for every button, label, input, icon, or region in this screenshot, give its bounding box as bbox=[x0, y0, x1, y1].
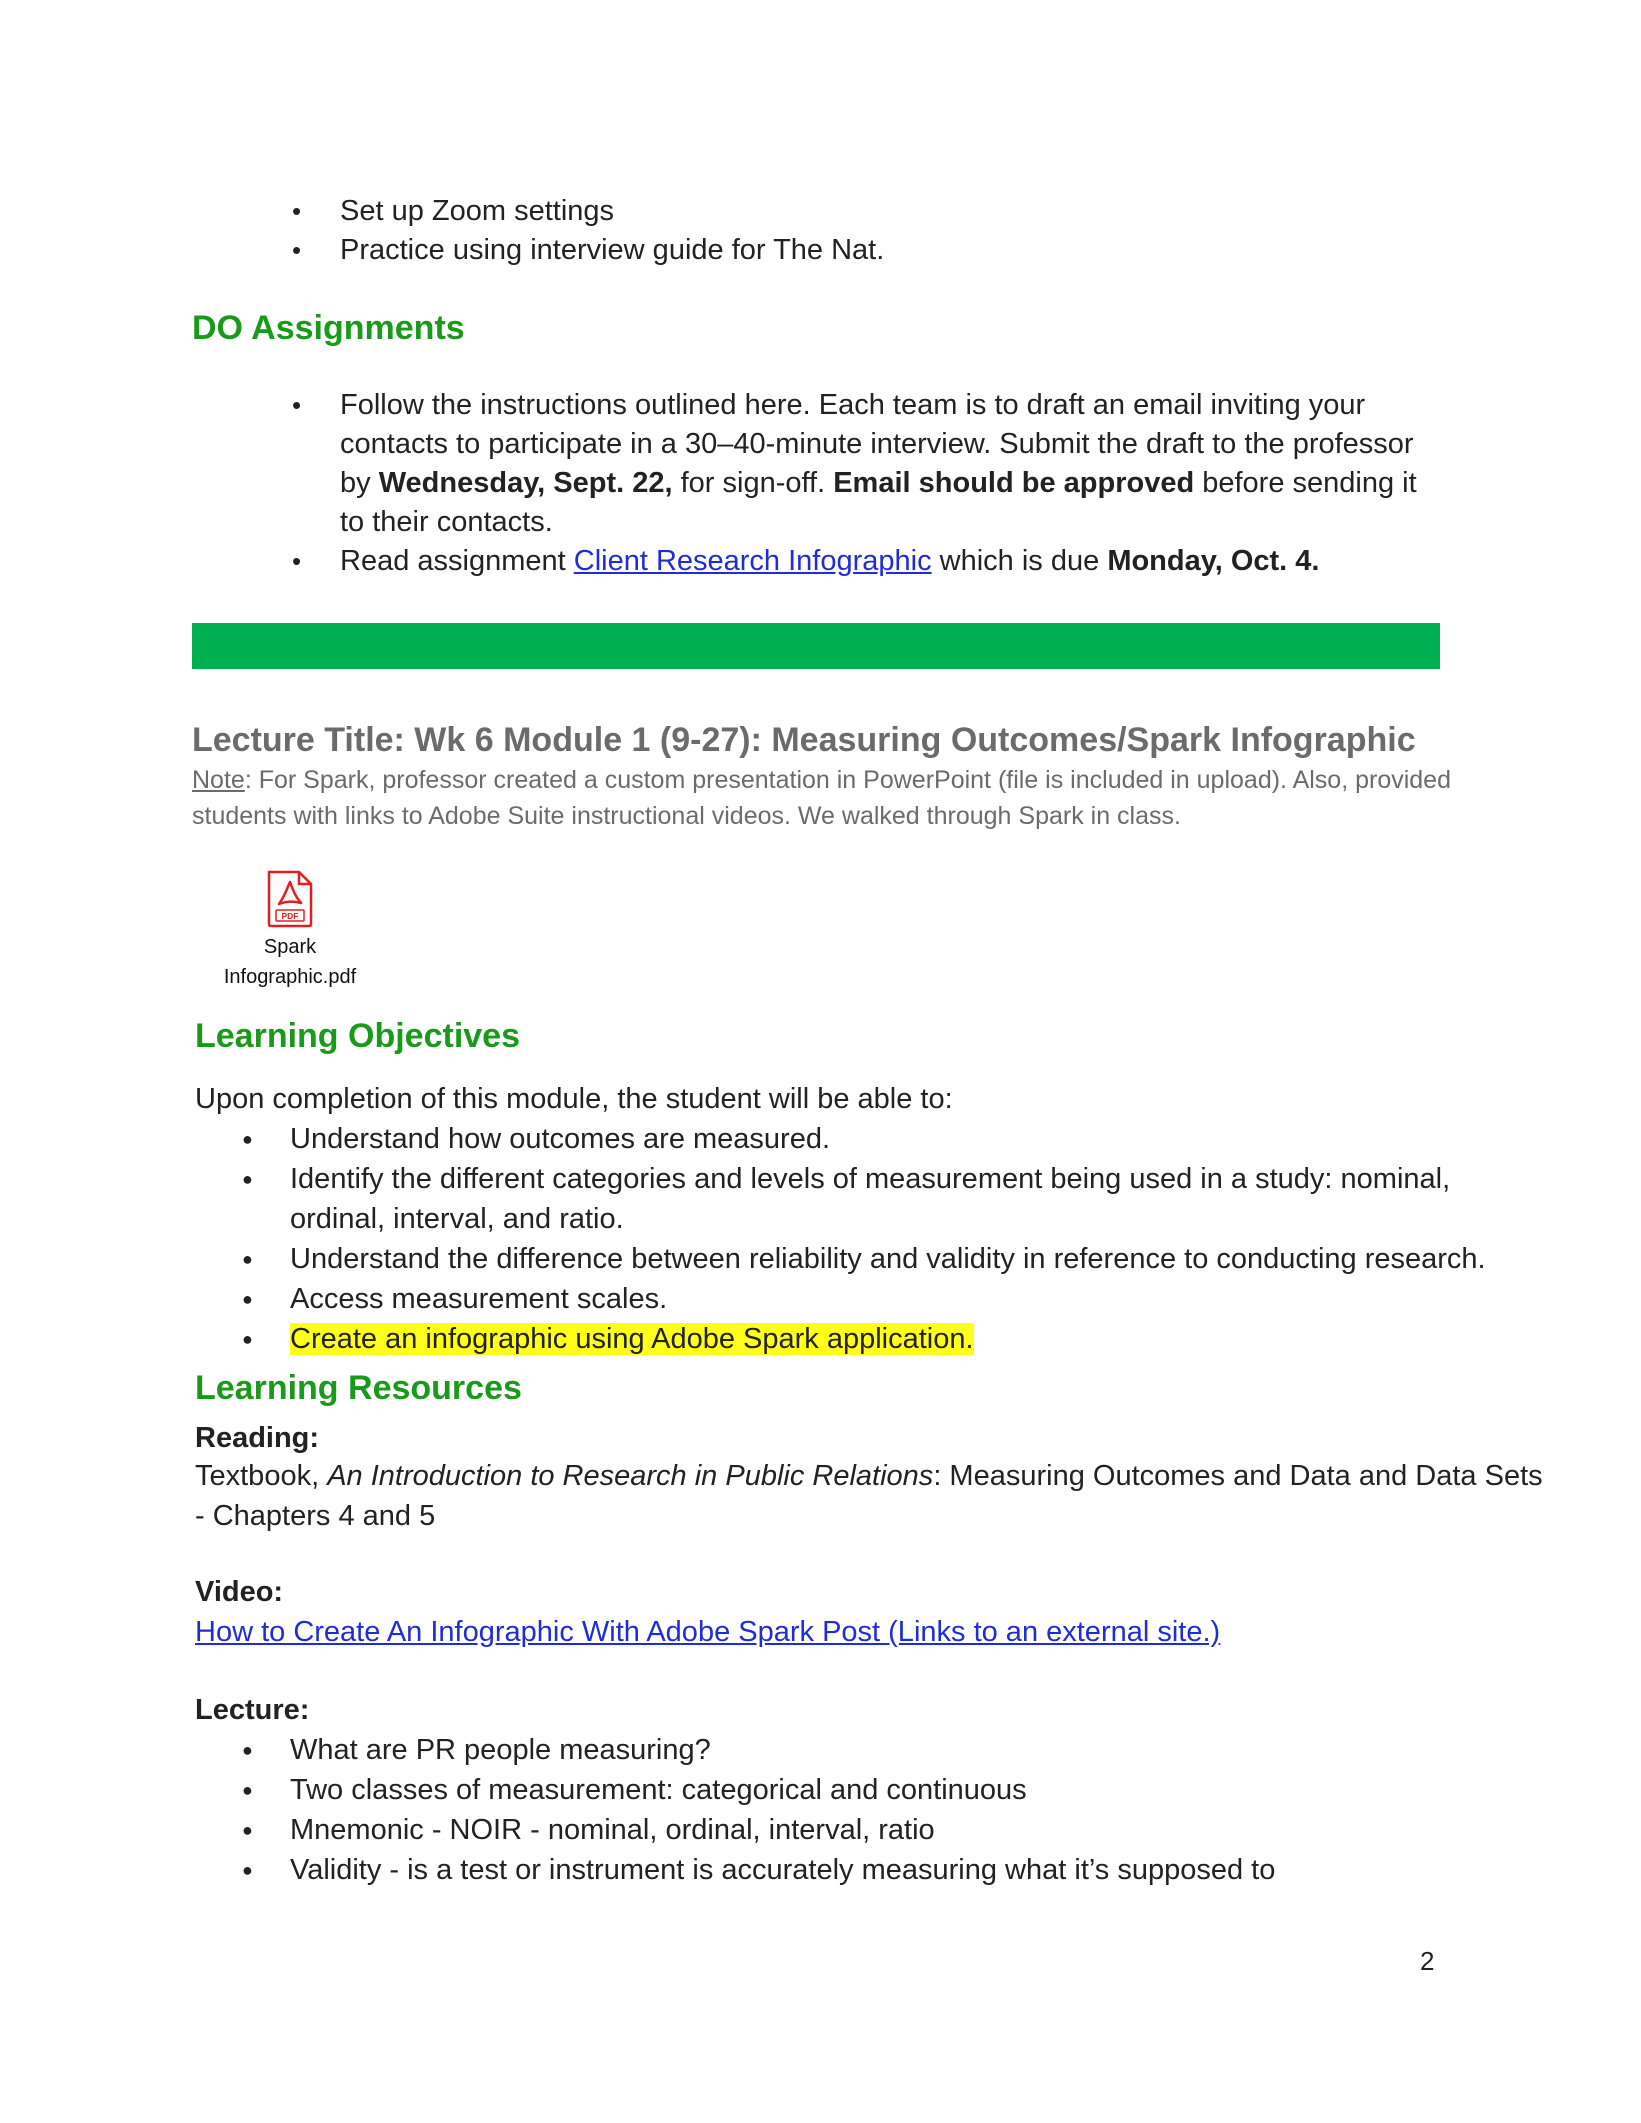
list-item: ● What are PR people measuring? bbox=[242, 1730, 1542, 1770]
list-item: ● Understand the difference between reliability and validity in reference to conducting research. bbox=[242, 1239, 1542, 1279]
learning-objectives-list bbox=[242, 1119, 1542, 1359]
list-item: ● Understand how outcomes are measured. bbox=[242, 1119, 1542, 1159]
list-item: • Practice using interview guide for The Nat. bbox=[292, 231, 1442, 270]
approval-note: Email should be approved bbox=[833, 467, 1195, 499]
section-divider-bar bbox=[192, 623, 1440, 669]
page-number: 2 bbox=[1420, 1946, 1435, 1976]
attachment-name-line2: Infographic.pdf bbox=[223, 966, 357, 988]
do-assignments-list bbox=[292, 386, 1442, 581]
lecture-note bbox=[192, 762, 1492, 834]
learning-resources-heading: Learning Resources bbox=[195, 1369, 522, 1407]
assignment-text: which is due bbox=[931, 545, 1108, 577]
list-item: ● Access measurement scales. bbox=[242, 1279, 1542, 1319]
list-item bbox=[292, 386, 1442, 542]
pdf-attachment[interactable] bbox=[210, 870, 370, 992]
highlighted-objective: Create an infographic using Adobe Spark application. bbox=[290, 1323, 974, 1355]
client-research-infographic-link[interactable]: Client Research Infographic bbox=[573, 545, 932, 577]
reading-label: Reading: bbox=[195, 1422, 320, 1454]
reading-text bbox=[195, 1456, 1555, 1536]
list-item: ● Identify the different categories and levels of measurement being used in a study: nominal, ordinal, interval, and ratio. bbox=[242, 1159, 1542, 1239]
learning-objectives-heading: Learning Objectives bbox=[195, 1017, 520, 1055]
assignment-text: Read assignment bbox=[340, 545, 574, 577]
note-text: : For Spark, professor created a custom presentation in PowerPoint (file is included in upload). Also, provided students with links to Adobe Suite instructional videos. We walked through Spark in class. bbox=[192, 766, 1451, 830]
deadline-date: Wednesday, Sept. 22, bbox=[378, 467, 673, 499]
video-link[interactable]: How to Create An Infographic With Adobe Spark Post (Links to an external site.) bbox=[195, 1616, 1221, 1648]
textbook-title: An Introduction to Research in Public Relations bbox=[327, 1460, 934, 1492]
assignment-text: for sign-off. bbox=[672, 467, 834, 499]
pdf-icon-label: PDF bbox=[281, 911, 299, 921]
due-date: Monday, Oct. 4. bbox=[1107, 545, 1320, 577]
note-label: Note bbox=[192, 766, 245, 794]
lecture-title: Lecture Title: Wk 6 Module 1 (9-27): Measuring Outcomes/Spark Infographic bbox=[192, 721, 1416, 759]
list-item: ● Validity - is a test or instrument is accurately measuring what it’s supposed to bbox=[242, 1850, 1542, 1890]
lecture-label: Lecture: bbox=[195, 1694, 310, 1726]
video-label: Video: bbox=[195, 1576, 284, 1608]
pdf-file-icon bbox=[265, 870, 315, 928]
attachment-name-line1: Spark bbox=[263, 936, 317, 958]
list-item bbox=[242, 1319, 1542, 1359]
reading-prefix: Textbook, bbox=[195, 1460, 328, 1492]
reading-suffix: : Measuring Outcomes and Data and Data Sets - Chapters 4 and 5 bbox=[195, 1460, 1543, 1532]
assignment-text: before sending it to their contacts. bbox=[340, 467, 1417, 538]
list-item: ● Two classes of measurement: categorical and continuous bbox=[242, 1770, 1542, 1810]
assignment-text: Follow the instructions outlined here. Each team is to draft an email inviting your contacts to participate in a 30–40-minute interview. Submit the draft to the professor by bbox=[340, 389, 1414, 499]
do-assignments-heading: DO Assignments bbox=[192, 309, 465, 347]
list-item bbox=[292, 542, 1442, 581]
lecture-topics-list bbox=[242, 1730, 1542, 1890]
top-bullet-list bbox=[292, 192, 1442, 270]
list-item: ● Mnemonic - NOIR - nominal, ordinal, interval, ratio bbox=[242, 1810, 1542, 1850]
objectives-intro: Upon completion of this module, the student will be able to: bbox=[195, 1083, 953, 1115]
list-item: • Set up Zoom settings bbox=[292, 192, 1442, 231]
